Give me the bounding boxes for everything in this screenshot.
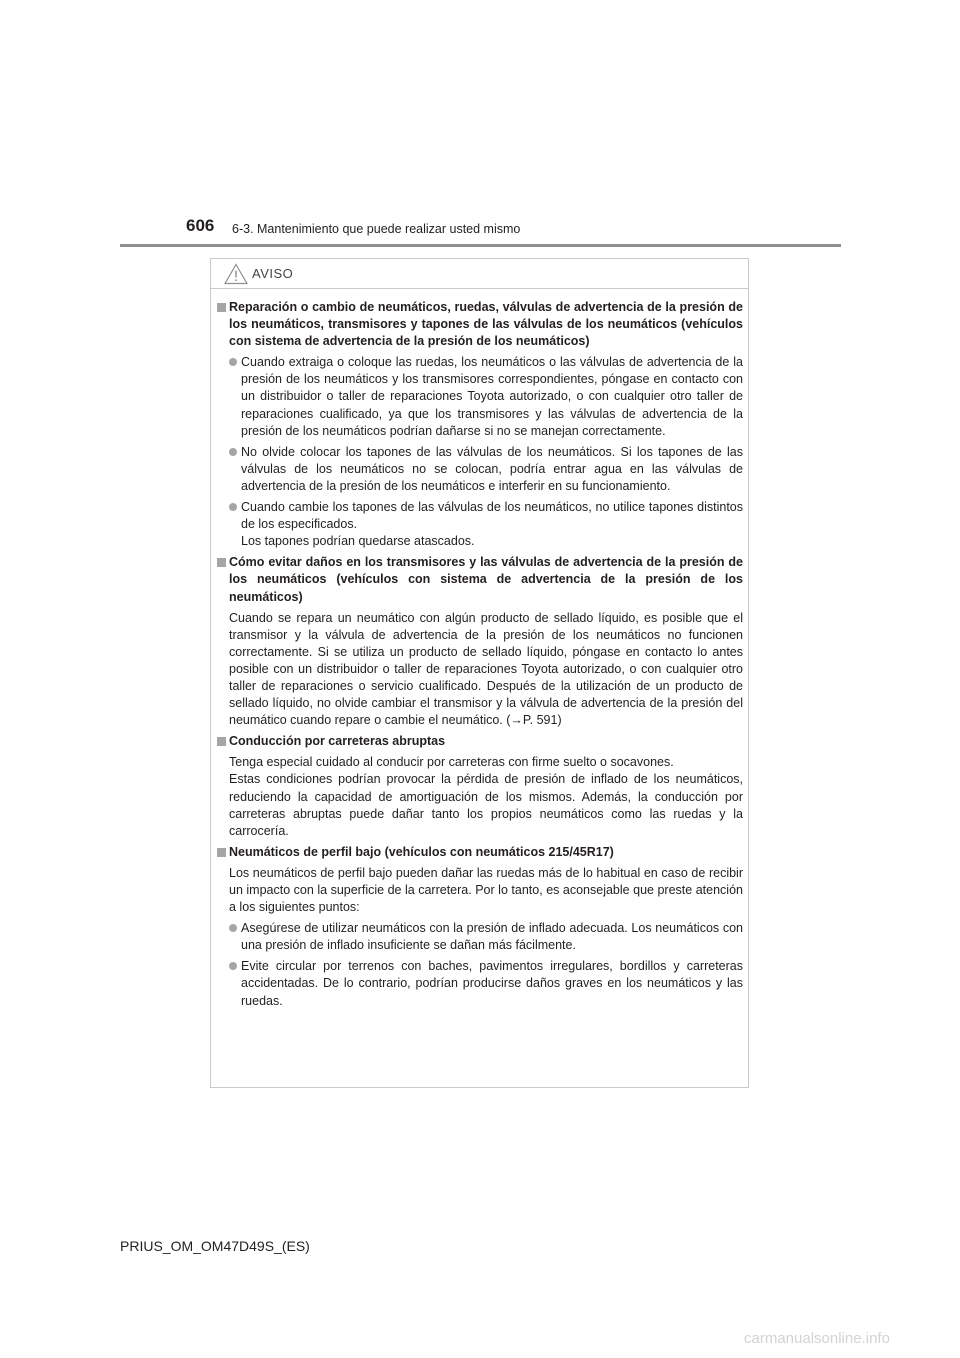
section-paragraph <box>229 610 743 730</box>
square-bullet-icon <box>217 558 226 567</box>
list-item <box>229 958 743 1009</box>
list-item <box>229 444 743 495</box>
circle-bullet-icon <box>229 448 237 456</box>
document-id: PRIUS_OM_OM47D49S_(ES) <box>120 1238 310 1254</box>
square-bullet-icon <box>217 303 226 312</box>
section-rough-roads <box>217 733 743 840</box>
circle-bullet-icon <box>229 924 237 932</box>
square-bullet-icon <box>217 848 226 857</box>
list-item-text: Los tapones podrían quedarse atascados. <box>241 534 475 549</box>
section-title: 6-3. Mantenimiento que puede realizar usted mismo <box>232 222 521 236</box>
list-item <box>229 354 743 439</box>
paragraph-text: Estas condiciones podrían provocar la pérdida de presión de inflado de los neumáticos, reduciendo la capacidad de amortiguación de los mismos. Además, la conducción por carreteras abruptas puede dañar tanto los propios neumáticos como las ruedas y la carrocería. <box>229 772 743 838</box>
section-tire-repair <box>217 299 743 550</box>
list-item <box>229 920 743 954</box>
section-heading: Neumáticos de perfil bajo (vehículos con neumáticos 215/45R17) <box>229 844 614 859</box>
section-paragraph: Los neumáticos de perfil bajo pueden dañar las ruedas más de lo habitual en caso de recibir un impacto con la superficie de la carretera. Por lo tanto, es aconsejable que preste atención a los siguientes puntos: <box>229 865 743 915</box>
list-item-text: Asegúrese de utilizar neumáticos con la presión de inflado adecuada. Los neumáticos con una presión de inflado insuficiente se dañan más fácilmente. <box>241 921 743 953</box>
warning-header <box>211 259 748 289</box>
circle-bullet-icon <box>229 962 237 970</box>
header-rule <box>120 244 841 247</box>
list-item <box>229 499 743 550</box>
page-reference-link[interactable]: (→P. 591) <box>506 713 562 728</box>
list-item-text: Evite circular por terrenos con baches, pavimentos irregulares, bordillos y carreteras accidentadas. De lo contrario, podrían producirse daños graves en los neumáticos y las ruedas. <box>241 959 743 1008</box>
page-number: 606 <box>186 216 215 235</box>
warning-body <box>217 299 743 1014</box>
list-item-text: Cuando cambie los tapones de las válvulas de los neumáticos, no utilice tapones distintos de los especificados. <box>241 500 743 532</box>
list-item-text: No olvide colocar los tapones de las válvulas de los neumáticos. Si los tapones de las válvulas de los neumáticos no se colocan, podría entrar agua en las válvulas de advertencia de la presión de los neumáticos e interferir en su funcionamiento. <box>241 444 743 493</box>
warning-label: AVISO <box>252 266 294 281</box>
warning-box <box>210 258 749 1088</box>
warning-triangle-icon <box>224 263 248 285</box>
section-transmitter-damage <box>217 554 743 729</box>
list-item-text: Cuando extraiga o coloque las ruedas, los neumáticos o las válvulas de advertencia de la presión de los neumáticos y los transmisores correspondientes, póngase en contacto con un distribuidor o taller de reparaciones Toyota autorizado, o con cualquier otro taller de reparaciones cualificado, ya que los transmisores y las válvulas de advertencia de la presión de los neumáticos podrían dañarse si no se manejan correctamente. <box>241 355 743 438</box>
section-low-profile-tires <box>217 844 743 1010</box>
watermark: carmanualsonline.info <box>744 1330 890 1347</box>
section-paragraph <box>229 754 743 839</box>
paragraph-text: Cuando se repara un neumático con algún producto de sellado líquido, es posible que el transmisor y la válvula de advertencia de la presión de los neumáticos no funcionen correctamente. Si se utiliza un producto de sellado líquido, póngase en contacto lo antes posible con un distribuidor o taller de reparaciones Toyota autorizado, o con cualquier otro taller de reparaciones o servicio cualificado. Después de la utilización de un producto de sellado líquido, no olvide cambiar el transmisor y la válvula de advertencia de la presión del neumático cuando repare o cambie el neumático. <box>229 610 743 728</box>
paragraph-text: Tenga especial cuidado al conducir por carreteras con firme suelto o socavones. <box>229 755 674 770</box>
circle-bullet-icon <box>229 503 237 511</box>
square-bullet-icon <box>217 737 226 746</box>
section-heading: Conducción por carreteras abruptas <box>229 734 446 749</box>
section-heading: Cómo evitar daños en los transmisores y las válvulas de advertencia de la presión de los neumáticos (vehículos con sistema de advertencia de la presión de los neumáticos) <box>229 555 743 604</box>
circle-bullet-icon <box>229 358 237 366</box>
section-heading: Reparación o cambio de neumáticos, ruedas, válvulas de advertencia de la presión de los neumáticos, transmisores y tapones de las válvulas de los neumáticos (vehículos con sistema de advertencia de la presión de los neumáticos) <box>229 300 743 349</box>
